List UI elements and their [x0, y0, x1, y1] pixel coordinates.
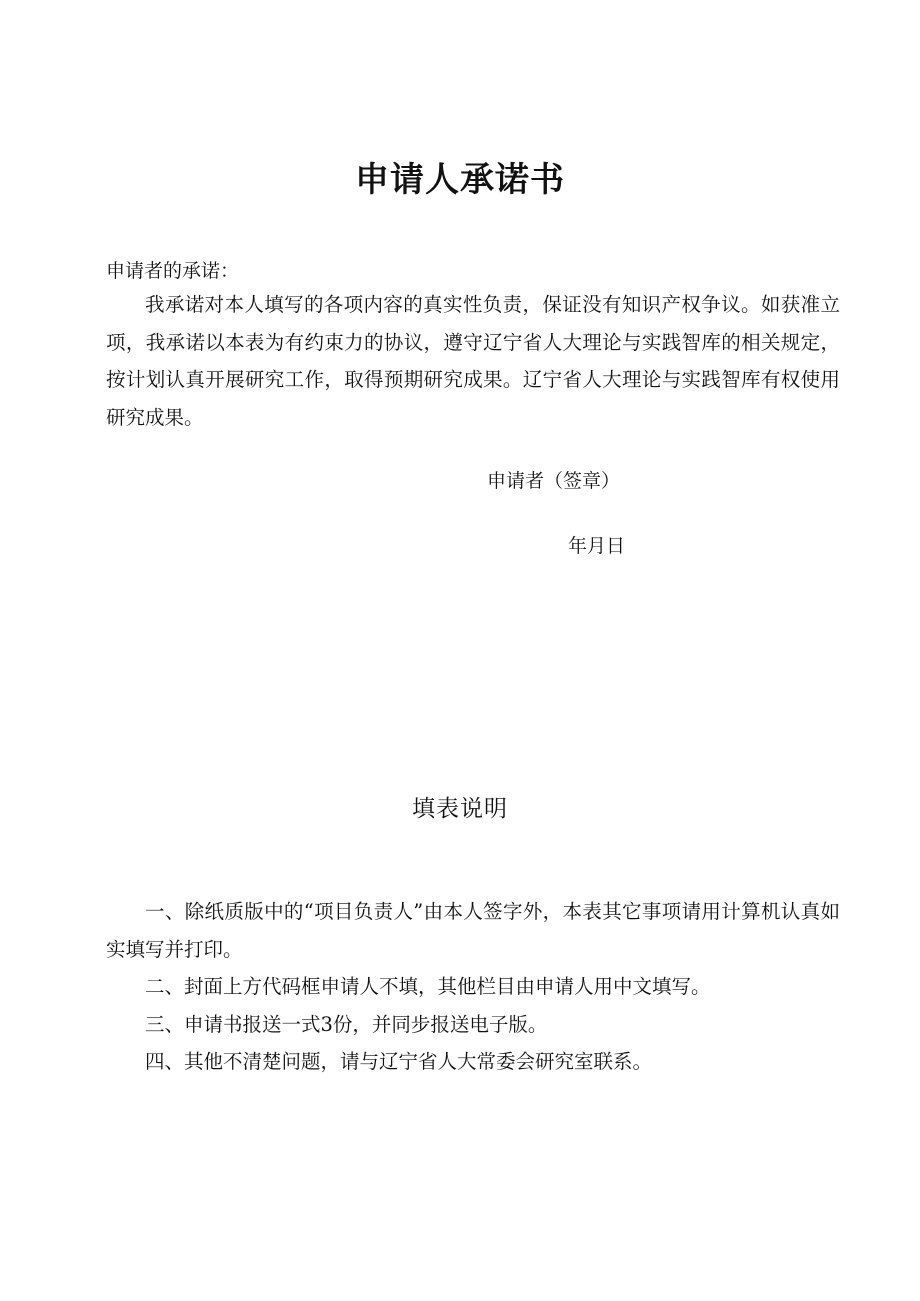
instruction-item: 四、其他不清楚问题，请与辽宁省人大常委会研究室联系。 [145, 1050, 653, 1073]
commitment-body: 我承诺对本人填写的各项内容的真实性负责，保证没有知识产权争议。如获准立项，我承诺以本表为有约束力的协议，遵守辽宁省人大理论与实践智库的相关规定，按计划认真开展研究工作，取得预期研究成果。辽宁省人大理论与实践智库有权使用研究成果。 [106, 293, 840, 429]
commitment-title: 申请人承诺书 [355, 160, 565, 200]
commitment-label: 申请者的承诺： [106, 260, 240, 282]
instructions-title: 填表说明 [412, 796, 508, 822]
instructions-list [106, 893, 840, 1081]
signature-line: 申请者（签章） [487, 470, 621, 492]
instruction-item: 三、申请书报送一式3份，并同步报送电子版。 [145, 1012, 548, 1036]
instruction-item: 二、封面上方代码框申请人不填，其他栏目由申请人用中文填写。 [145, 975, 711, 998]
date-line: 年月日 [568, 535, 626, 557]
instruction-item: 一、除纸质版中的“项目负责人”由本人签字外，本表其它事项请用计算机认真如实填写并打印。 [106, 900, 840, 961]
